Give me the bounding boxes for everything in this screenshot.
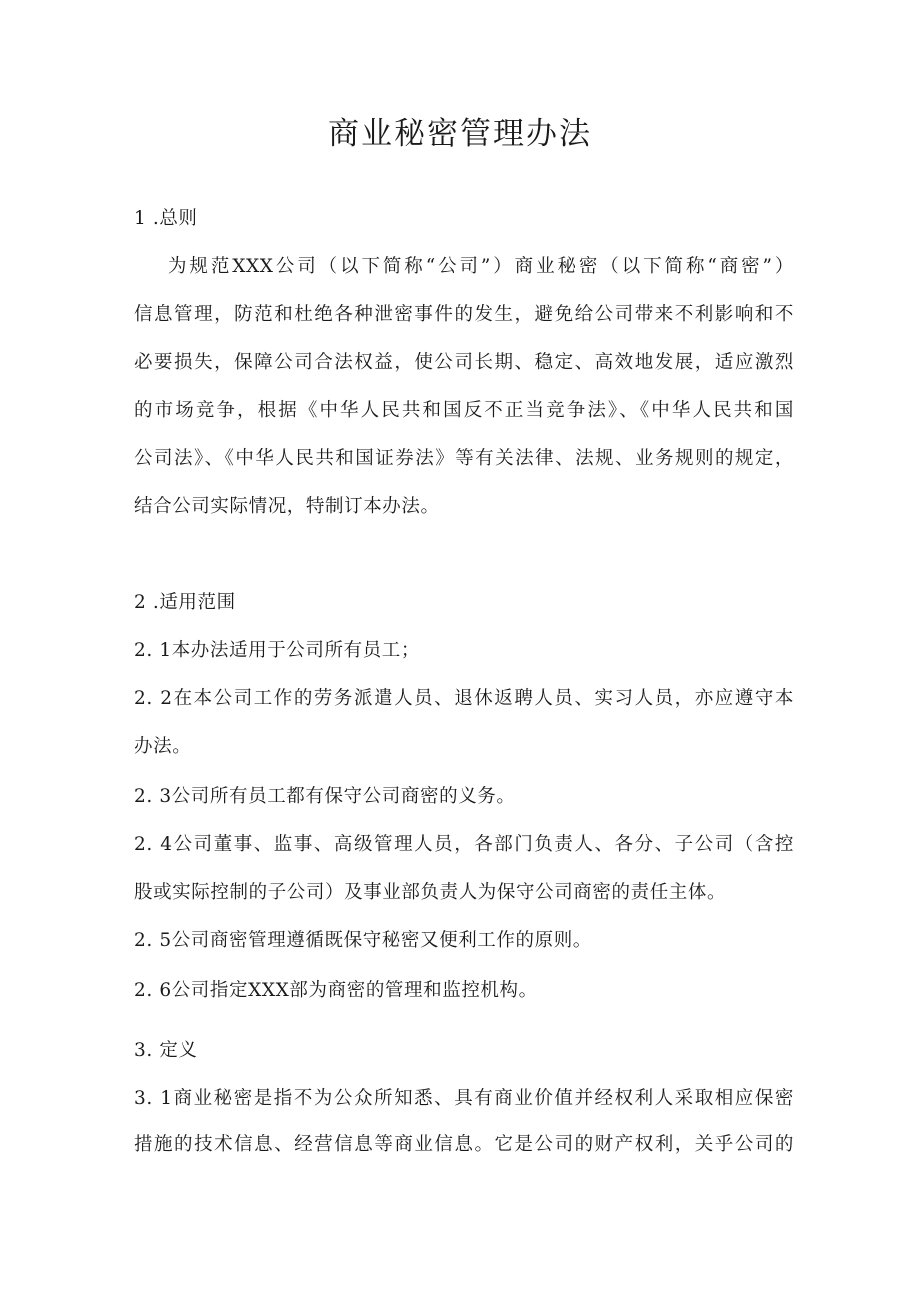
clause-line: 2. 2在本公司工作的劳务派遣人员、退休返聘人员、实习人员，亦应遵守本: [134, 688, 794, 709]
paragraph-line: 为规范XXX公司（以下简称“公司”）商业秘密（以下简称“商密”）: [168, 256, 794, 277]
clause-line: 股或实际控制的子公司）及事业部负责人为保守公司商密的责任主体。: [134, 882, 727, 903]
section-heading: 2 .适用范围: [134, 592, 236, 613]
clause-line: 办法。: [134, 736, 192, 757]
paragraph-line: 公司法》、《中华人民共和国证券法》等有关法律、法规、业务规则的规定，: [134, 448, 794, 469]
paragraph-line: 的市场竞争，根据《中华人民共和国反不正当竞争法》、《中华人民共和国: [134, 400, 794, 421]
document-title: 商业秘密管理办法: [328, 116, 592, 152]
clause-line: 2. 3公司所有员工都有保守公司商密的义务。: [134, 786, 516, 807]
paragraph-line: 结合公司实际情况，特制订本办法。: [134, 496, 440, 517]
clause-line: 2. 4公司董事、监事、高级管理人员，各部门负责人、各分、子公司（含控: [134, 834, 794, 855]
clause-line: 2. 6公司指定XXX部为商密的管理和监控机构。: [134, 980, 538, 1001]
section-heading: 3. 定义: [134, 1040, 198, 1061]
clause-line: 3. 1商业秘密是指不为公众所知悉、具有商业价值并经权利人采取相应保密: [134, 1088, 794, 1109]
paragraph-line: 必要损失，保障公司合法权益，使公司长期、稳定、高效地发展，适应激烈: [134, 352, 794, 373]
paragraph-line: 信息管理，防范和杜绝各种泄密事件的发生，避免给公司带来不利影响和不: [134, 304, 794, 325]
clause-line: 2. 5公司商密管理遵循既保守秘密又便利工作的原则。: [134, 930, 592, 951]
clause-line: 2. 1本办法适用于公司所有员工；: [134, 640, 421, 661]
section-heading: 1 .总则: [134, 208, 198, 229]
clause-line: 措施的技术信息、经营信息等商业信息。它是公司的财产权利，关乎公司的: [134, 1134, 794, 1155]
